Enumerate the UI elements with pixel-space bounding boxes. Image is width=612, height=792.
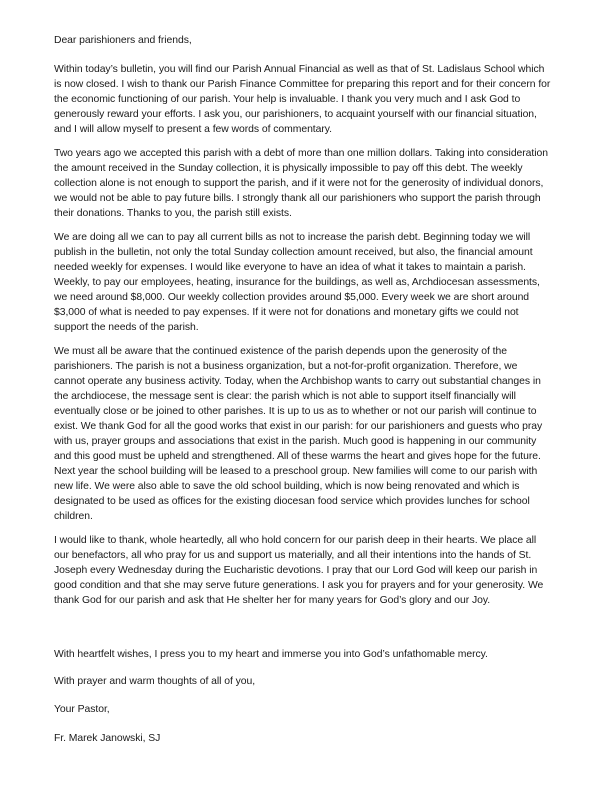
closing-wishes: With heartfelt wishes, I press you to my heart and immerse you into God’s unfathomable mercy. [54,649,488,660]
signature-name: Fr. Marek Janowski, SJ [54,733,161,744]
salutation: Dear parishioners and friends, [54,35,192,46]
paragraph-weekly-expenses: We are doing all we can to pay all current bills as not to increase the parish debt. Beginning today we will publish in the bulletin, not only the total Sunday collection amount received, but also, the financial amount needed weekly for expenses. I would like everyone to have an idea of what it takes to maintain a parish. Weekly, to pay our employees, heating, insurance for the buildings, as well as, Archdiocesan assessments, we need around $8,000. Our weekly collection provides around $5,000. Every week we are short around $3,000 of what is needed to pay expenses. If it were not for donations and monetary gifts we could not support the needs of the parish. [54,232,540,333]
paragraph-bulletin-intro: Within today’s bulletin, you will find our Parish Annual Financial as well as that of St. Ladislaus School which is now closed. I wish to thank our Parish Finance Committee for preparing this report and for their concern for the economic functioning of our parish. Your help is invaluable. I thank you very much and I ask God to generously reward your efforts. I ask you, our parishioners, to acquaint yourself with our financial situation, and I will allow myself to present a few words of commentary. [54,64,551,135]
closing-prayer: With prayer and warm thoughts of all of you, [54,676,256,687]
paragraph-thanks: I would like to thank, whole heartedly, all who hold concern for our parish deep in their hearts. We place all our benefactors, all who pray for us and support us materially, and all their intentions into the hands of St. Joseph every Wednesday during the Eucharistic devotions. I pray that our Lord God will keep our parish in good condition and that she may serve future generations. I ask you for prayers and for your generosity. We thank God for our parish and ask that He shelter her for many years for God’s glory and our Joy. [54,535,544,606]
letter-body [54,33,551,746]
sign-off: Your Pastor, [54,704,110,715]
paragraph-parish-debt: Two years ago we accepted this parish with a debt of more than one million dollars. Taking into consideration the amount received in the Sunday collection, it is physically impossible to pay off this debt. The weekly collection alone is not enough to support the parish, and if it were not for the generosity of individual donors, we would not be able to pay future bills. I strongly thank all our parishioners who support the parish through their donations. Thanks to you, the parish still exists. [54,148,548,219]
paragraph-parish-future: We must all be aware that the continued existence of the parish depends upon the generosity of the parishioners. The parish is not a business organization, but a not-for-profit organization. Therefore, we cannot operate any business activity. Today, when the Archbishop wants to carry out substantial changes in the archdiocese, the message sent is clear: the parish which is not able to support itself financially will eventually close or be joined to other parishes. It is up to us as to whether or not our parish will continue to exist. We thank God for all the good works that exist in our parish: for our parishioners and guests who pray with us, prayer groups and associations that exist in the parish. Much good is happening in our community and this good must be upheld and strengthened. All of these warms the heart and gives hope for the future. Next year the school building will be leased to a preschool group. New families will come to our parish with new life. We were also able to save the old school building, which is now being renovated and which is designated to be used as offices for the existing diocesan food service which provides lunches for school children. [54,346,543,522]
